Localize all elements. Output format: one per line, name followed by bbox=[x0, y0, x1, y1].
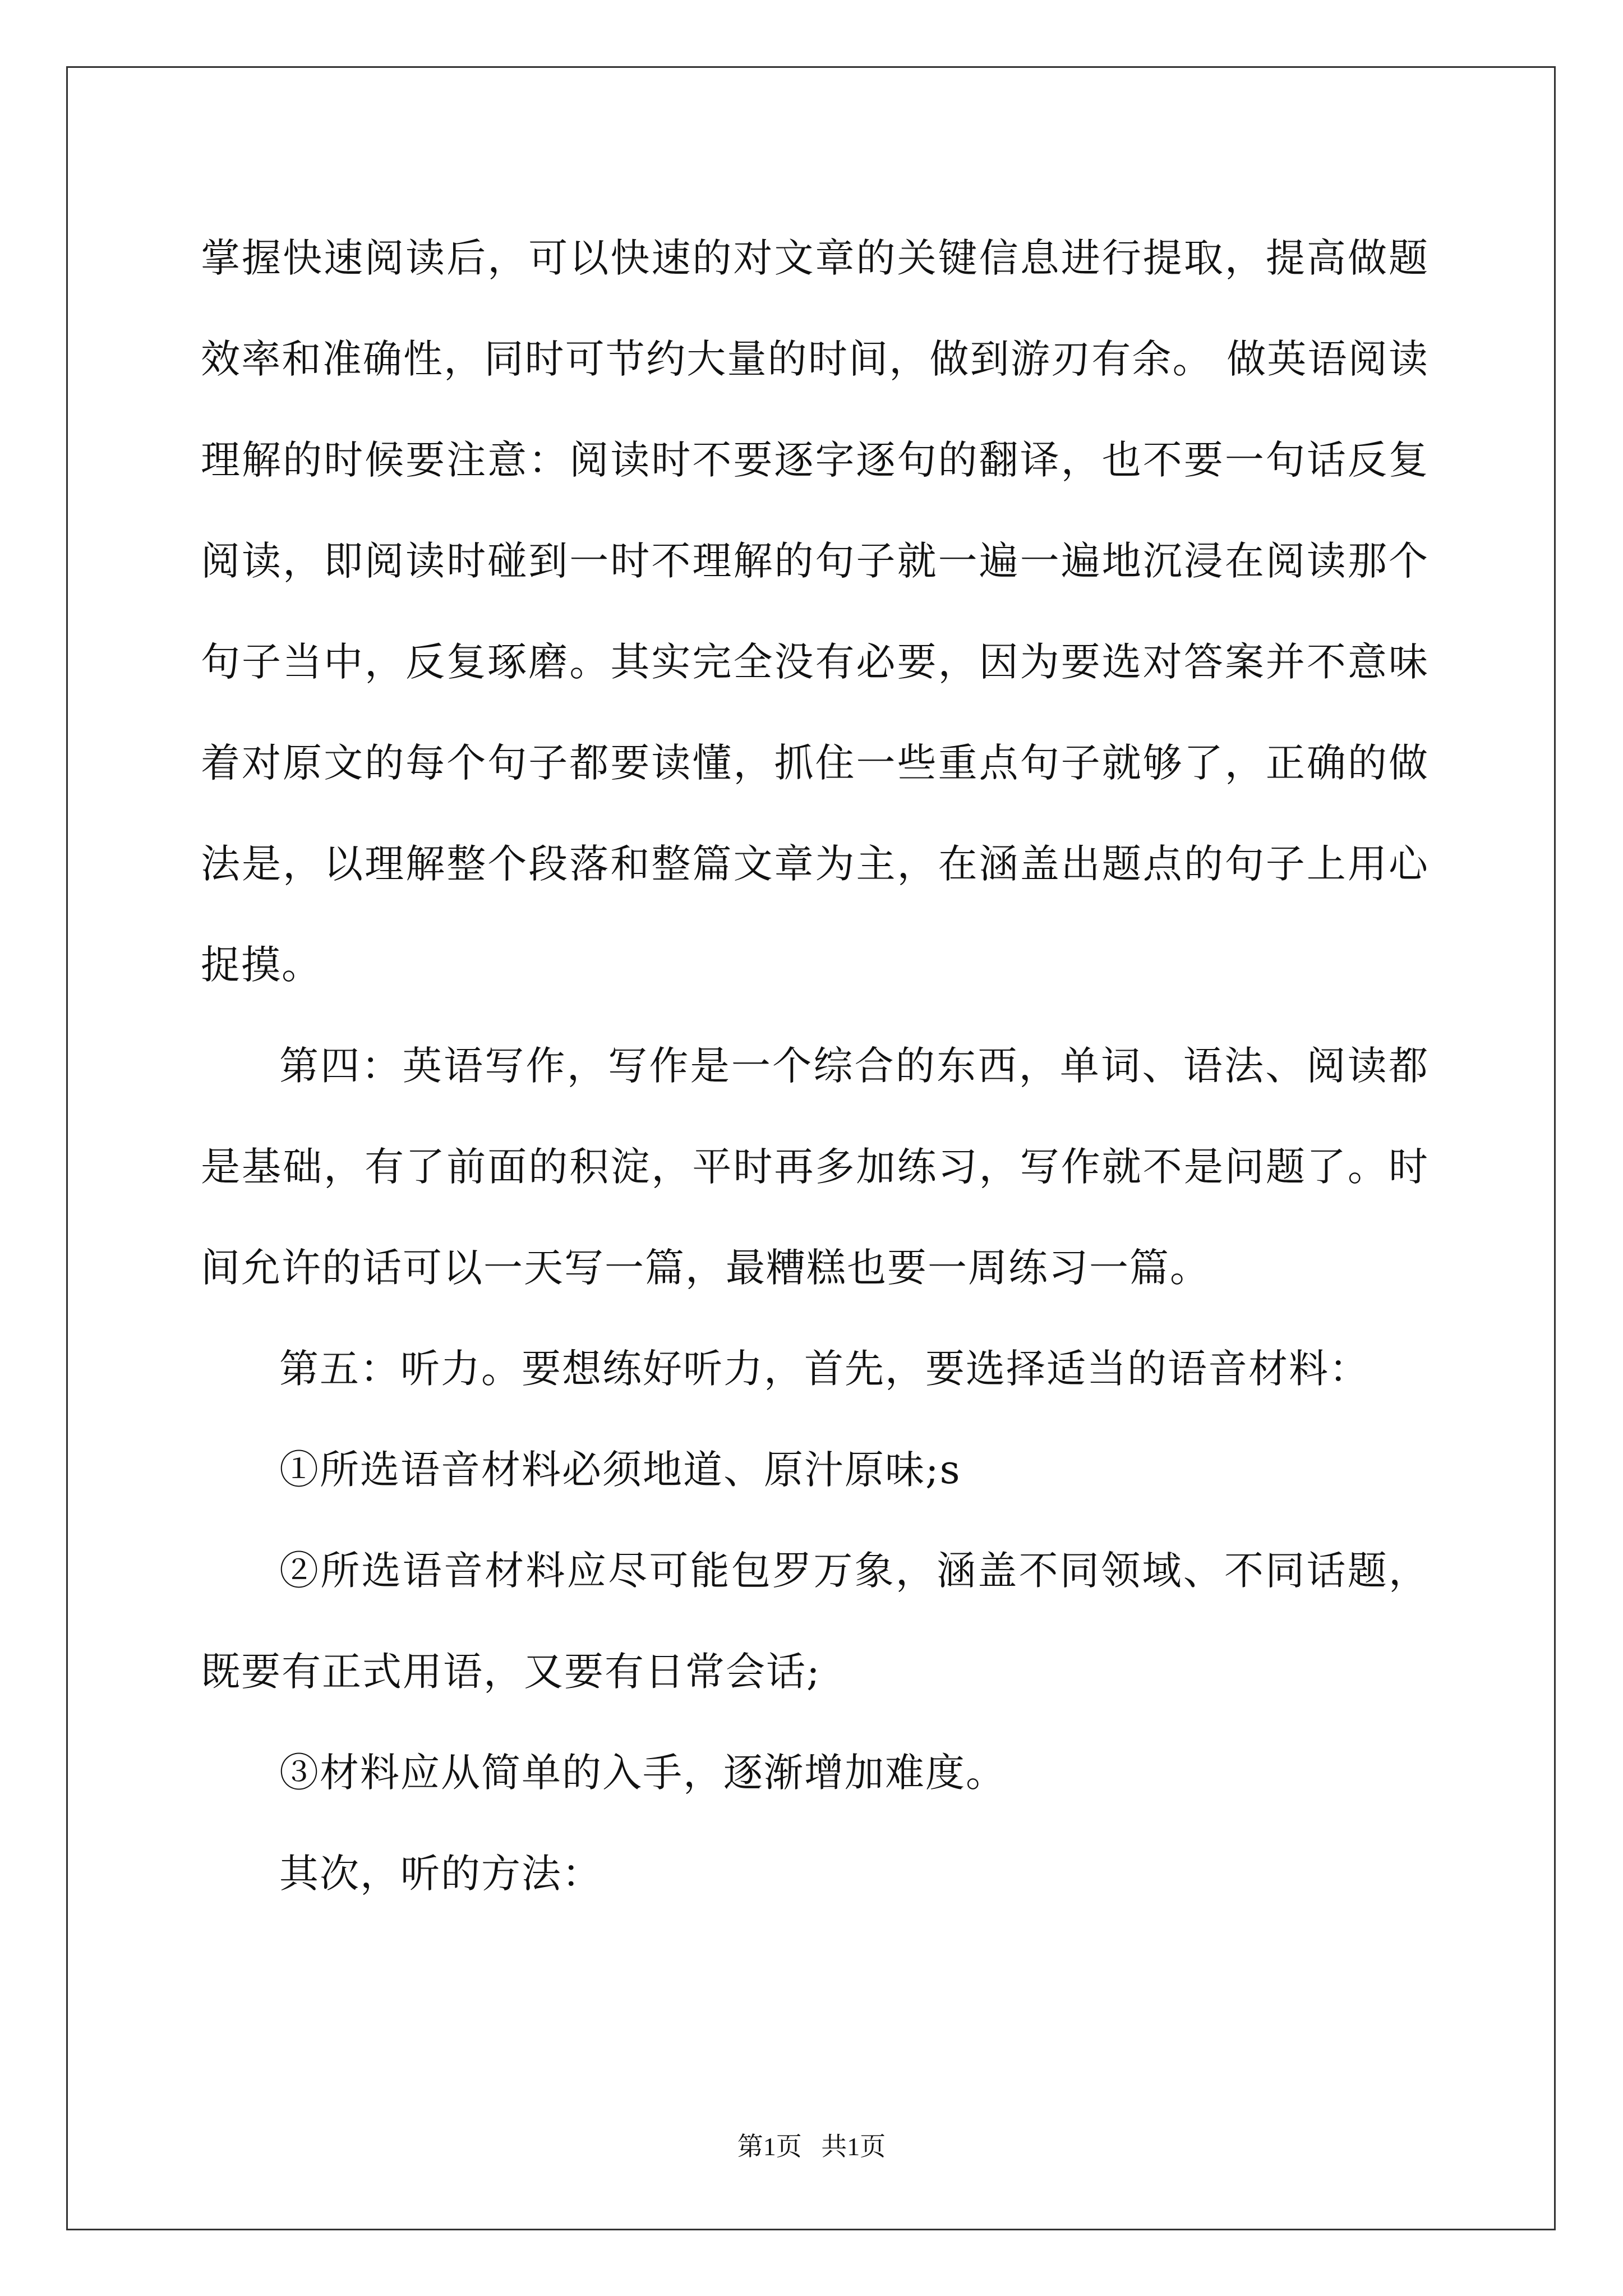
paragraph-listening-point-3: ③材料应从简单的入手，逐渐增加难度。 bbox=[279, 1750, 1006, 1796]
paragraph-listening-point-1: ①所选语音材料必须地道、原汁原味;s bbox=[279, 1447, 961, 1493]
document-body bbox=[201, 208, 1429, 1924]
paragraph-listening-intro: 第五：听力。要想练好听力，首先，要选择适当的语音材料： bbox=[279, 1346, 1370, 1392]
page-footer: 第1页 共1页 bbox=[737, 2132, 886, 2161]
paragraph-reading-tips: 掌握快速阅读后，可以快速的对文章的关键信息进行提取，提高做题效率和准确性，同时可节约大量的时间，做到游刃有余。 做英语阅读理解的时候要注意：阅读时不要逐字逐句的翻译，也不要一句话反复阅读，即阅读时碰到一时不理解的句子就一遍一遍地沉浸在阅读那个句子当中，反复琢磨。其实完全没有必要，因为要选对答案并不意味着对原文的每个句子都要读懂，抓住一些重点句子就够了，正确的做法是，以理解整个段落和整篇文章为主，在涵盖出题点的句子上用心捉摸。 bbox=[201, 235, 1429, 988]
paragraph-listening-method: 其次，听的方法： bbox=[279, 1851, 602, 1897]
paragraph-listening-point-2: ②所选语音材料应尽可能包罗万象，涵盖不同领域、不同话题，既要有正式用语，又要有日常会话; bbox=[201, 1548, 1429, 1695]
paragraph-writing: 第四：英语写作，写作是一个综合的东西，单词、语法、阅读都是基础，有了前面的积淀，平时再多加练习，写作就不是问题了。时间允许的话可以一天写一篇，最糟糕也要一周练习一篇。 bbox=[201, 1043, 1429, 1291]
